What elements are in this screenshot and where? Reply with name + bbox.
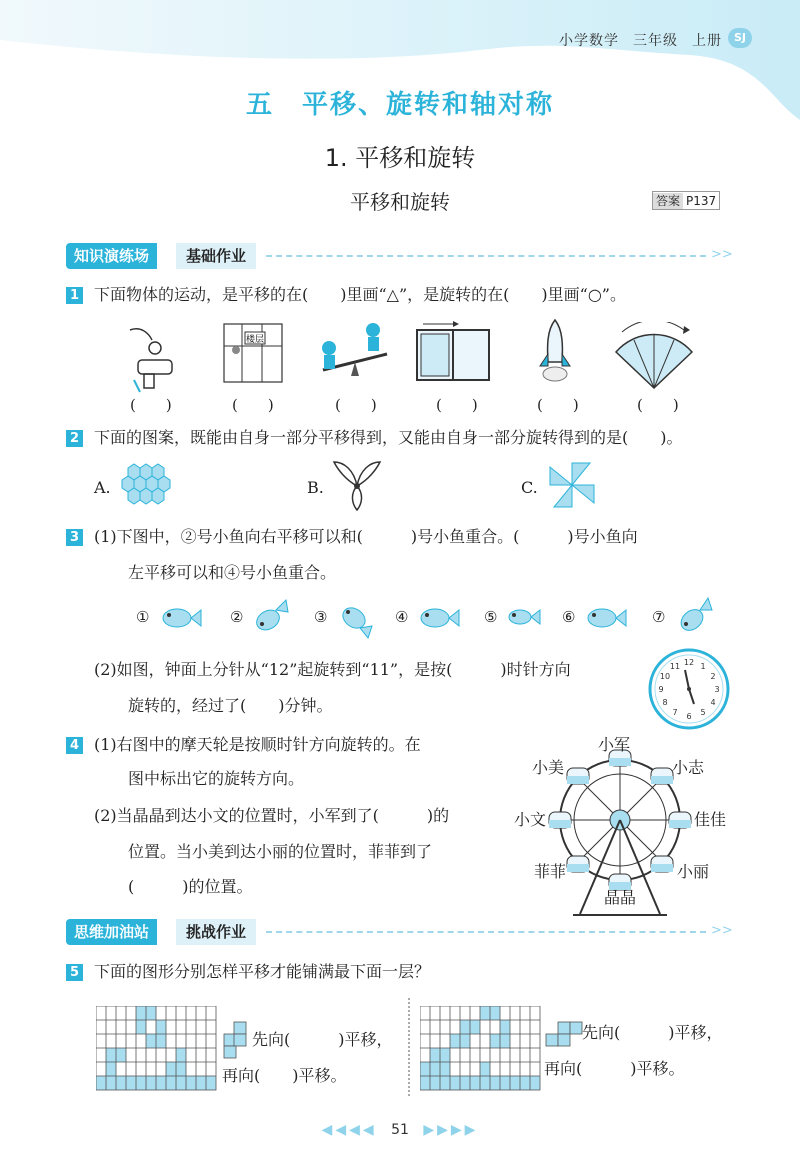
name-label: 佳佳 (694, 810, 727, 829)
fish-icon (155, 600, 203, 634)
section-divider (266, 931, 706, 933)
clock-face-icon (648, 648, 730, 730)
fish-icon (670, 596, 714, 640)
section-basic (66, 243, 736, 269)
answer-blank[interactable]: ( ) (537, 396, 579, 414)
fish-icon (246, 596, 290, 640)
answer-blank[interactable]: ( ) (436, 396, 478, 414)
answer-blank[interactable]: ( ) (130, 396, 172, 414)
question-text: (1)右图中的摩天轮是按顺时针方向旋转的。在 (94, 735, 421, 754)
page-deco-right: ▶▶▶▶ (423, 1122, 479, 1138)
sliding-window-icon (413, 320, 493, 385)
question-text: (2)当晶晶到达小文的位置时，小军到了( )的 (94, 806, 450, 825)
answer-text: 先向( )平移， (252, 1030, 393, 1049)
leaf-pattern-icon (328, 458, 386, 512)
clock-number: 7 (672, 708, 678, 717)
clock-number: 8 (662, 698, 668, 707)
section-divider (266, 255, 706, 257)
chevron-right-icon: >> (711, 923, 733, 938)
fish-icon (413, 600, 461, 634)
question-number: 5 (66, 964, 83, 981)
answer-text: 先向( )平移， (582, 1023, 723, 1042)
answer-ref (652, 191, 720, 210)
volume: 上册 (692, 33, 722, 49)
clock-number: 2 (710, 672, 716, 681)
fish-label: ⑦ (652, 608, 666, 626)
page-number (0, 1122, 800, 1138)
answer-blank[interactable]: ( ) (335, 396, 377, 414)
edition-badge: SJ (728, 28, 752, 48)
name-label: 小美 (532, 758, 565, 777)
question-number: 1 (66, 287, 83, 304)
clock-number: 9 (658, 685, 664, 694)
hexagon-pattern-icon (118, 460, 176, 508)
chapter-title: 五 平移、旋转和轴对称 (245, 90, 554, 120)
fish-label: ⑤ (484, 608, 498, 626)
clock-number: 10 (659, 672, 671, 681)
name-label: 小文 (514, 810, 547, 829)
z-shape-icon (544, 1020, 584, 1050)
question-text: 旋转的，经过了( )分钟。 (128, 696, 333, 715)
option-b-label: B. (307, 478, 324, 497)
fish-icon (332, 596, 376, 640)
section-sub: 挑战作业 (176, 919, 256, 945)
question-text: (1)下图中，②号小鱼向右平移可以和( )号小鱼重合。( )号小鱼向 (94, 527, 638, 546)
answer-text: 再向( )平移。 (544, 1059, 685, 1078)
subject: 小学数学 (559, 33, 619, 49)
name-label: 小丽 (677, 862, 710, 881)
clock-number: 5 (700, 708, 706, 717)
elevator-label: 楼层 (246, 335, 265, 345)
answer-blank[interactable]: ( ) (637, 396, 679, 414)
subtitle: 平移和旋转 (350, 190, 450, 214)
grade: 三年级 (633, 33, 678, 49)
folding-fan-icon (612, 322, 697, 392)
section-tag: 知识演练场 (66, 243, 157, 269)
question-text: 下面的图案，既能由自身一部分平移得到，又能由自身一部分旋转得到的是( )。 (94, 428, 683, 447)
clock-number: 12 (683, 658, 695, 667)
fish-label: ② (230, 608, 244, 626)
question-number: 2 (66, 430, 83, 447)
question-text: (2)如图，钟面上分针从“12”起旋转到“11”，是按( )时针方向 (94, 660, 571, 679)
answer-text: 再向( )平移。 (222, 1066, 347, 1085)
tiling-grid-left (96, 1006, 218, 1092)
faucet-icon (120, 320, 180, 395)
clock-number: 4 (710, 698, 716, 707)
answer-label: 答案 (653, 193, 683, 209)
question-text: 下面物体的运动，是平移的在( )里画“△”，是旋转的在( )里画“○”。 (94, 285, 626, 304)
answer-page: P137 (686, 194, 717, 208)
question-number: 3 (66, 529, 83, 546)
fish-icon (580, 600, 628, 634)
question-text: 位置。当小美到达小丽的位置时，菲菲到了 (128, 842, 433, 861)
clock-number: 11 (669, 662, 681, 671)
name-label: 小军 (598, 735, 631, 754)
page-number-value: 51 (391, 1122, 409, 1138)
option-a-label: A. (94, 478, 111, 497)
question-text: 下面的图形分别怎样平移才能铺满最下面一层？ (94, 962, 431, 981)
answer-blank[interactable]: ( ) (232, 396, 274, 414)
section-tag: 思维加油站 (66, 919, 157, 945)
section-challenge (66, 919, 736, 945)
chevron-right-icon: >> (711, 247, 733, 262)
name-label: 晶晶 (604, 888, 637, 907)
question-text: ( )的位置。 (128, 877, 253, 896)
fish-icon (502, 602, 542, 632)
clock-number: 3 (714, 685, 720, 694)
clock-number: 1 (700, 662, 706, 671)
elevator-icon (218, 320, 288, 385)
name-label: 菲菲 (534, 862, 567, 881)
question-text: 左平移可以和④号小鱼重合。 (128, 563, 337, 582)
seesaw-icon (315, 318, 395, 390)
question-text: 图中标出它的旋转方向。 (128, 769, 305, 788)
question-number: 4 (66, 737, 83, 754)
option-c-label: C. (521, 478, 538, 497)
pinwheel-icon (545, 460, 599, 510)
divider (408, 998, 410, 1096)
book-info (545, 30, 722, 50)
fish-label: ① (136, 608, 150, 626)
page-deco-left: ◀◀◀◀ (321, 1122, 377, 1138)
name-label: 小志 (672, 758, 705, 777)
section-sub: 基础作业 (176, 243, 256, 269)
fish-label: ⑥ (562, 608, 576, 626)
tiling-grid-right (420, 1006, 542, 1092)
clock-number: 6 (686, 712, 692, 721)
rocket-icon (530, 316, 580, 388)
l-shape-icon (222, 1020, 250, 1060)
lesson-title: 1. 平移和旋转 (324, 144, 476, 172)
fish-label: ③ (314, 608, 328, 626)
fish-label: ④ (395, 608, 409, 626)
